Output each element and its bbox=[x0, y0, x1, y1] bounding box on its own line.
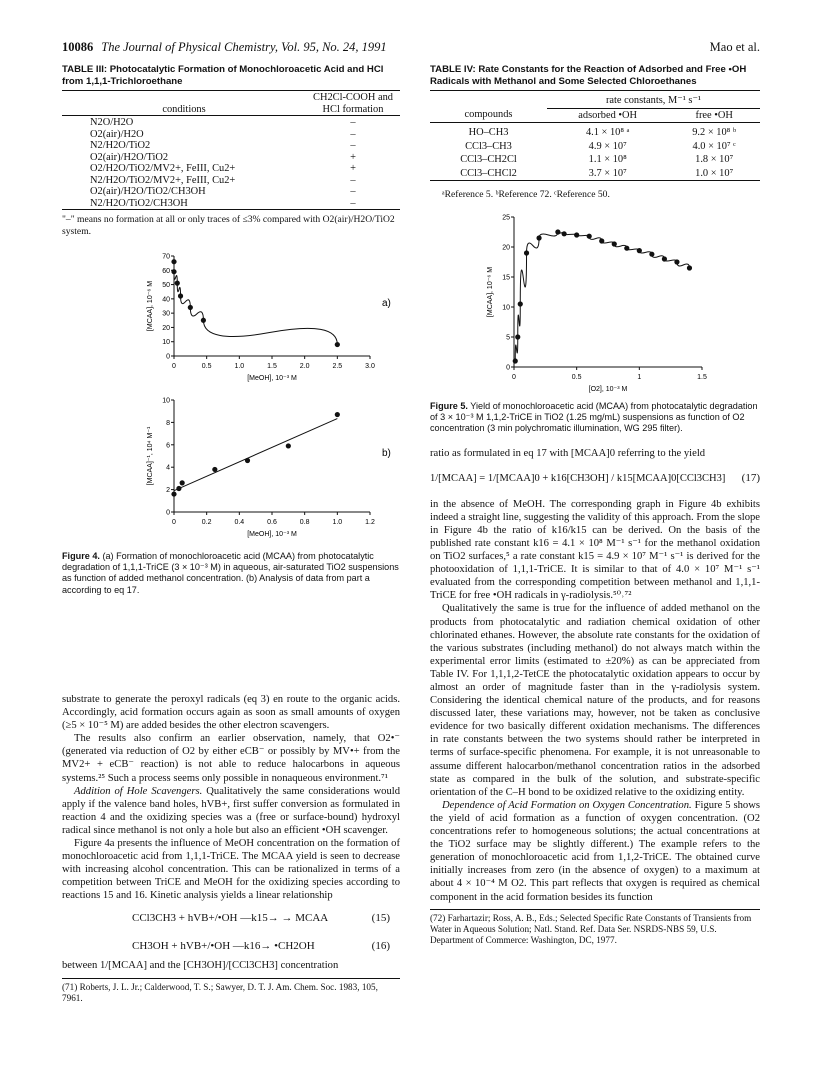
right-para-3: Qualitatively the same is true for the influence of added methanol on the products from photocatalytic and radiation chemical oxidation of other chlorinated ethanes. However, the absolute rate constants for the oxidation of the various substrates (including methanol) do not always match within the experimental error limits (estimated to ±20%) as can be appreciated from Table IV. For 1,1,1,2-TetCE the photocatalytic oxidation appears to occur by almost an order of magnitude faster than in the γ-radiolysis system. Considering the identical chemical nature of the products, and for reasons discussed later, these variations may, however, not be taken as conclusive evidence for two basically different oxidation mechanisms. The differences in rate constants between the two systems should rather be interpreted in terms of surface-specific phenomena. For example, it is not unreasonable to assume different halocarbon/methanol concentration ratios in the adsorbed state as compared in the bulk of the solution, and substrate-specific orientation of the C–H bond to be oxidized relative to the oxidizing entity. bbox=[430, 603, 760, 798]
y-tick-label: 25 bbox=[502, 214, 510, 222]
table3-cell-formation: – bbox=[350, 128, 356, 140]
y-tick-label: 70 bbox=[162, 253, 170, 261]
table3-cell-conditions: O2(air)/H2O/TiO2 bbox=[90, 151, 169, 163]
data-point bbox=[562, 231, 567, 236]
y-tick-label: 10 bbox=[162, 339, 170, 347]
table4-row bbox=[430, 126, 760, 140]
y-tick-label: 15 bbox=[502, 274, 510, 282]
table4-cell-free: 1.8 × 10⁷ bbox=[695, 154, 734, 165]
y-tick-label: 8 bbox=[166, 419, 170, 427]
table3-cell-formation: – bbox=[350, 174, 356, 186]
data-point bbox=[335, 342, 340, 347]
data-point bbox=[171, 259, 176, 264]
data-point bbox=[212, 467, 217, 472]
x-tick-label: 0.6 bbox=[267, 519, 277, 526]
figure-5-caption: Figure 5. Yield of monochloroacetic acid (MCAA) from photocatalytic degradation of 3 × 10⁻³ M 1,1,2-TriCE in TiO2 (1.25 mg/mL) suspensions as function of O2 concentration (3 min polychromatic illumination, WG 295 filter). bbox=[430, 401, 758, 434]
y-tick-label: 40 bbox=[162, 296, 170, 304]
table3-cell-conditions: O2(air)/H2O/TiO2/CH3OH bbox=[90, 186, 206, 197]
table4-cell-free: 1.0 × 10⁷ bbox=[695, 167, 734, 179]
table3-col-conditions: conditions bbox=[162, 103, 206, 115]
table4-cell-free: 4.0 × 10⁷ ᶜ bbox=[692, 140, 736, 152]
y-tick-label: 0 bbox=[166, 509, 170, 517]
footnote-71: (71) Roberts, J. L. Jr.; Calderwood, T. S.; Sawyer, D. T. J. Am. Chem. Soc. 1983, 105, 7961. bbox=[62, 981, 378, 1003]
table3-footnote: "–" means no formation at all or only traces of ≤3% compared with O2(air)/H2O/TiO2 system. bbox=[62, 214, 395, 237]
x-tick-label: 2.5 bbox=[332, 363, 343, 370]
trend-curve bbox=[515, 232, 689, 361]
left-para-2: The results also confirm an earlier observation, namely, that O2•⁻ (generated via reduction of O2 by either eCB⁻ or possibly by MV•+ from the MV2+ + eCB⁻ reaction) is not able to reduce halocarbons in aqueous systems.²⁵ Such a process seems only possible in nonaqueous environment.⁷¹ bbox=[62, 733, 400, 784]
table4-cell-free: 9.2 × 10⁸ ᵇ bbox=[692, 127, 737, 138]
table3-cell-formation: – bbox=[350, 186, 356, 197]
fit-line bbox=[174, 419, 337, 491]
data-point bbox=[524, 250, 529, 255]
table4-col-adsorbed: adsorbed •OH bbox=[578, 109, 638, 121]
table3-cell-formation: – bbox=[350, 197, 356, 209]
right-para-4: Dependence of Acid Formation on Oxygen Concentration. Figure 5 shows the yield of acid formation as a function of oxygen concentration. (O2 concentrations refer to homogeneous solutions; the actual concentrations at the TiO2 surface may be slightly different.) The example refers to the generation of monochloroacetic acid from 1,1,2-TriCE. The obtained curve initially increases from zero (in the absence of oxygen) to a maximum at about 4 × 10⁻⁴ M O2. This part reflects that oxygen is required as chemical component in the acid formation besides its function bbox=[430, 799, 760, 903]
table3-row bbox=[62, 140, 400, 152]
x-tick-label: 2.0 bbox=[299, 363, 310, 370]
page-number: 10086 bbox=[62, 40, 94, 54]
right-para-2: in the absence of MeOH. The corresponding graph in Figure 4b exhibits indeed a straight line, suggesting the validity of this approach. From the slope in Figure 4b the ratio of k16/k15 can be derived. On the basis of the published rate constant k16 = 4.1 × 10⁸ M⁻¹ s⁻¹ for the methanol oxidation on TiO2 surfaces,⁵ a rate constant k15 = 4.9 × 10⁷ M⁻¹ s⁻¹ is derived for the photooxidation of 1,1,1-TriCE. It is similar to that of 4.0 × 10⁷ M⁻¹ s⁻¹ evaluated from the corresponding competition between methanol and 1,1,1-TriCE for free •OH radicals in γ-radiolysis.⁵⁰˒⁷² bbox=[430, 498, 760, 602]
table3-cell-conditions: N2O/H2O bbox=[90, 117, 134, 128]
figure-5 bbox=[430, 205, 760, 401]
journal-name: The Journal of Physical Chemistry, Vol. 95, No. 24, 1991 bbox=[101, 40, 387, 54]
x-tick-label: 3.0 bbox=[365, 363, 375, 370]
x-tick-label: 0.5 bbox=[201, 363, 212, 370]
panel-label: a) bbox=[382, 298, 391, 309]
y-tick-label: 50 bbox=[162, 282, 170, 290]
x-tick-label: 0.4 bbox=[234, 519, 245, 526]
figure-4a bbox=[62, 246, 400, 386]
y-tick-label: 0 bbox=[166, 353, 170, 361]
table4-caption: TABLE IV: Rate Constants for the Reaction of Adsorbed and Free •OH Radicals with Methanol and Some Selected Chloroethanes bbox=[430, 64, 747, 87]
x-tick-label: 0.5 bbox=[571, 374, 582, 381]
data-point bbox=[286, 443, 291, 448]
x-tick-label: 0.8 bbox=[299, 519, 310, 526]
panel-label: b) bbox=[382, 448, 391, 459]
data-point bbox=[188, 305, 193, 310]
x-tick-label: 0 bbox=[172, 519, 176, 526]
right-column bbox=[430, 64, 760, 946]
table3-caption: TABLE III: Photocatalytic Formation of Monochloroacetic Acid and HCl from 1,1,1-Trichloroethane bbox=[62, 64, 384, 87]
table3-row bbox=[62, 175, 400, 187]
x-tick-label: 1.5 bbox=[267, 363, 277, 370]
figure-4-caption: Figure 4. (a) Formation of monochloroacetic acid (MCAA) from photocatalytic degradation of 1,1,1-TriCE (3 × 10⁻³ M) in aqueous, air-saturated TiO2 suspensions as function of added methanol concentration. (b) Analysis of data from part a according to eq 17. bbox=[62, 551, 399, 595]
data-point bbox=[180, 480, 185, 485]
data-point bbox=[649, 252, 654, 257]
y-tick-label: 5 bbox=[506, 334, 510, 342]
table3-row bbox=[62, 129, 400, 141]
y-tick-label: 30 bbox=[162, 310, 170, 318]
data-point bbox=[176, 486, 181, 491]
left-para-1: substrate to generate the peroxyl radicals (eq 3) en route to the organic acids. Accordingly, acid formation occurs again as soon as small amounts of oxygen (≥5 × 10⁻⁵ M) are added besides the other electron scavengers. bbox=[62, 694, 400, 732]
y-tick-label: 10 bbox=[162, 397, 170, 405]
table4-group-header: rate constants, M⁻¹ s⁻¹ bbox=[547, 94, 760, 108]
left-column bbox=[62, 64, 400, 1004]
table3-col-formation: CH2Cl-COOH and HCl formation bbox=[313, 92, 393, 115]
table4-col-free: free •OH bbox=[695, 109, 733, 121]
x-axis-label: [MeOH], 10⁻³ M bbox=[247, 375, 297, 382]
right-para-1: ratio as formulated in eq 17 with [MCAA]0 referring to the yield bbox=[430, 447, 706, 459]
data-point bbox=[599, 238, 604, 243]
footnote-72: (72) Farhartazir; Ross, A. B., Eds.; Selected Specific Rate Constants of Transients from Water in Aqueous Solution; Natl. Stand. Ref. Data Ser. NSRDS-NBS 59, U.S. Department of Commerce: Washington, DC, 1977. bbox=[430, 912, 752, 945]
y-tick-label: 6 bbox=[166, 442, 170, 450]
y-tick-label: 20 bbox=[502, 244, 510, 252]
table3-row bbox=[62, 152, 400, 164]
y-axis-label: [MCAA], 10⁻⁶ M bbox=[487, 266, 494, 318]
table4-row bbox=[430, 167, 760, 181]
table3-cell-conditions: N2/H2O/TiO2/MV2+, FeIII, Cu2+ bbox=[90, 174, 236, 186]
table4-cell-adsorbed: 4.9 × 10⁷ bbox=[588, 140, 627, 152]
table3-cell-formation: + bbox=[350, 163, 356, 174]
table3-row bbox=[62, 117, 400, 129]
equation-16: CH3OH + hVB+/•OH —k16→ •CH2OH (16) bbox=[132, 939, 390, 952]
data-point bbox=[245, 458, 250, 463]
equation-17: 1/[MCAA] = 1/[MCAA]0 + k16[CH3OH] / k15[MCAA]0[CCl3CH3] (17) bbox=[430, 471, 760, 484]
table3-cell-formation: – bbox=[350, 140, 356, 151]
table4-cell-adsorbed: 3.7 × 10⁷ bbox=[588, 167, 627, 179]
x-tick-label: 1 bbox=[637, 374, 642, 381]
data-point bbox=[515, 334, 520, 339]
y-tick-label: 20 bbox=[162, 324, 170, 332]
data-point bbox=[587, 234, 592, 239]
x-tick-label: 0 bbox=[172, 363, 176, 370]
x-tick-label: 1.2 bbox=[365, 519, 375, 526]
table3-row bbox=[62, 186, 400, 198]
data-point bbox=[518, 301, 523, 306]
x-tick-label: 1.0 bbox=[332, 519, 343, 526]
table4-cell-compound: HO–CH3 bbox=[468, 127, 509, 138]
data-point bbox=[637, 248, 642, 253]
table3-cell-conditions: O2(air)/H2O bbox=[90, 128, 144, 140]
table4-col-compounds: compounds bbox=[464, 109, 513, 121]
figure-4b bbox=[62, 394, 400, 544]
table3-cell-conditions: N2/H2O/TiO2/CH3OH bbox=[90, 197, 188, 209]
authors: Mao et al. bbox=[709, 40, 760, 54]
data-point bbox=[536, 235, 541, 240]
left-para-4: Figure 4a presents the influence of MeOH concentration on the formation of monochloroacetic acid from 1,1,1-TriCE. The MCAA yield is seen to decrease with increasing alcohol concentration. This can be rationalized in terms of a competition between TriCE and MeOH for the oxidizing species according to reactions 15 and 16. Kinetic analysis yields a linear relationship bbox=[62, 838, 400, 902]
y-axis-label: [MCAA]⁻¹, 10⁴ M⁻¹ bbox=[147, 426, 154, 486]
table3-row bbox=[62, 198, 400, 210]
table4-cell-compound: CCl3–CH3 bbox=[465, 140, 512, 152]
data-point bbox=[674, 259, 679, 264]
data-point bbox=[612, 241, 617, 246]
data-point bbox=[335, 412, 340, 417]
table4-footnote: ᵃReference 5. ᵇReference 72. ᶜReference 50. bbox=[442, 189, 610, 200]
x-tick-label: 1.0 bbox=[234, 363, 245, 370]
trend-curve bbox=[174, 262, 337, 345]
x-tick-label: 1.5 bbox=[697, 374, 707, 381]
data-point bbox=[201, 318, 206, 323]
y-tick-label: 2 bbox=[166, 487, 170, 495]
y-axis-label: [MCAA], 10⁻⁶ M bbox=[147, 280, 154, 332]
y-tick-label: 10 bbox=[502, 304, 510, 312]
table4-cell-compound: CCl3–CHCl2 bbox=[460, 167, 517, 179]
running-header bbox=[62, 40, 760, 56]
table4-row bbox=[430, 153, 760, 167]
equation-15: CCl3CH3 + hVB+/•OH —k15→ → MCAA (15) bbox=[132, 911, 390, 924]
x-axis-label: [MeOH], 10⁻³ M bbox=[247, 531, 297, 538]
y-tick-label: 60 bbox=[162, 267, 170, 275]
table3-row bbox=[62, 163, 400, 175]
x-tick-label: 0.2 bbox=[201, 519, 212, 526]
x-tick-label: 0 bbox=[512, 374, 516, 381]
table3-cell-conditions: N2/H2O/TiO2 bbox=[90, 140, 151, 151]
table3-cell-conditions: O2/H2O/TiO2/MV2+, FeIII, Cu2+ bbox=[90, 163, 236, 174]
left-para-3: Addition of Hole Scavengers. Qualitatively the same considerations would apply if the valence band holes, hVB+, first suffer conversion as formulated in reaction 4 and the oxidizing species was a (free or surface-bound) hydroxyl radical since methanol is not only a hole but also an efficient •OH scavenger. bbox=[62, 785, 401, 836]
data-point bbox=[171, 269, 176, 274]
data-point bbox=[624, 246, 629, 251]
data-point bbox=[574, 232, 579, 237]
table4-cell-adsorbed: 4.1 × 10⁸ ᵃ bbox=[585, 127, 630, 138]
table3-cell-formation: + bbox=[350, 151, 356, 163]
y-tick-label: 0 bbox=[506, 364, 510, 372]
data-point bbox=[178, 293, 183, 298]
data-point bbox=[687, 265, 692, 270]
data-point bbox=[662, 256, 667, 261]
data-point bbox=[513, 358, 518, 363]
table3-cell-formation: – bbox=[350, 117, 356, 128]
data-point bbox=[175, 281, 180, 286]
table4-cell-adsorbed: 1.1 × 10⁸ bbox=[588, 154, 627, 165]
table3 bbox=[62, 90, 400, 212]
data-point bbox=[171, 491, 176, 496]
table4-row bbox=[430, 140, 760, 154]
data-point bbox=[555, 229, 560, 234]
table4-cell-compound: CCl3–CH2Cl bbox=[460, 154, 517, 165]
y-tick-label: 4 bbox=[166, 464, 170, 472]
left-para-5: between 1/[MCAA] and the [CH3OH]/[CCl3CH3] concentration bbox=[62, 959, 339, 971]
x-axis-label: [O2], 10⁻³ M bbox=[588, 386, 628, 393]
table4 bbox=[430, 90, 760, 185]
